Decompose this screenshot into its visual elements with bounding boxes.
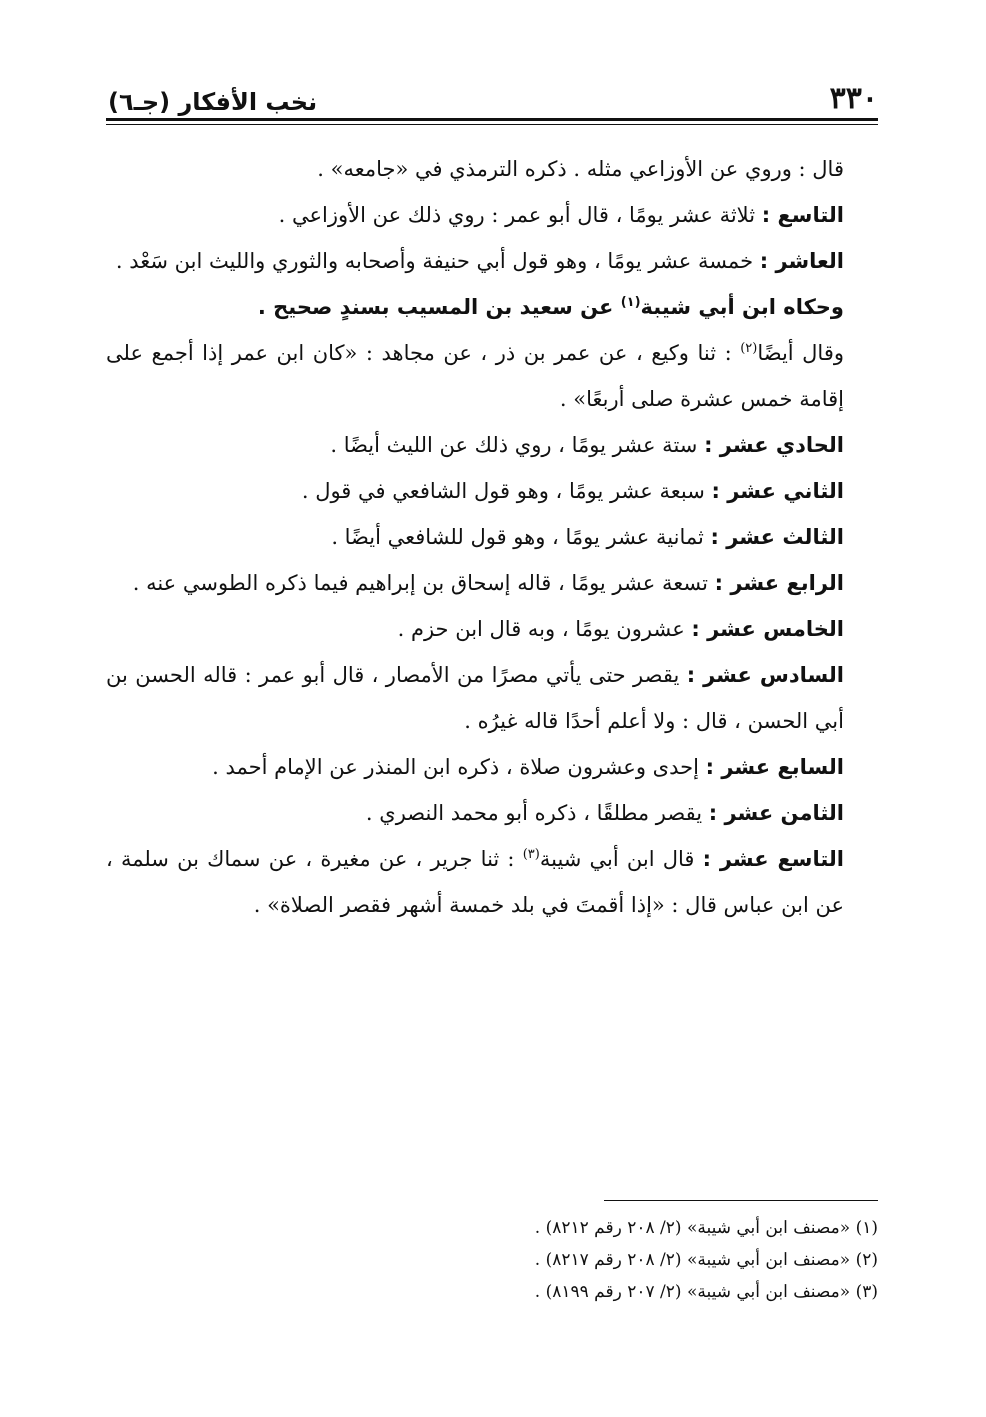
paragraph-text: يقصر حتى يأتي مصرًا من الأمصار ، قال أبو عمر : قاله الحسن بن أبي الحسن ، قال : ولا أعلم أحدًا قاله غيرُه . <box>106 663 844 733</box>
paragraph-1 <box>106 146 844 192</box>
paragraph-text: قال ابن أبي شيبة <box>539 847 695 871</box>
paragraph-11 <box>106 652 844 744</box>
footnote-ref-1[interactable]: (١) <box>620 295 641 310</box>
item-label: السادس عشر : <box>686 663 845 687</box>
paragraph-text: ثلاثة عشر يومًا ، قال أبو عمر : روي ذلك عن الأوزاعي . <box>278 203 756 227</box>
paragraph-text: وحكاه ابن أبي شيبة <box>640 295 844 319</box>
item-label: الخامس عشر : <box>691 617 844 641</box>
item-label: الثاني عشر : <box>711 479 844 503</box>
paragraph-14 <box>106 836 844 928</box>
paragraph-text: قال : وروي عن الأوزاعي مثله . ذكره الترمذي في «جامعه» . <box>317 157 844 181</box>
paragraph-text: يقصر مطلقًا ، ذكره أبو محمد النصري . <box>365 801 703 825</box>
paragraph-text: : ثنا جرير ، عن مغيرة ، عن سماك بن سلمة ، عن ابن عباس قال : «إذا أقمتَ في بلد خمسة أشهر فقصر الصلاة» . <box>106 847 844 917</box>
main-text <box>106 146 844 928</box>
item-label: السابع عشر : <box>705 755 844 779</box>
paragraph-text: ثمانية عشر يومًا ، وهو قول للشافعي أيضًا . <box>331 525 704 549</box>
paragraph-text: ستة عشر يومًا ، روي ذلك عن الليث أيضًا . <box>330 433 698 457</box>
paragraph-7 <box>106 468 844 514</box>
paragraph-text: : ثنا وكيع ، عن عمر بن ذر ، عن مجاهد : «كان ابن عمر إذا أجمع على إقامة خمس عشرة صلى أربعًا» . <box>106 341 844 411</box>
paragraph-13 <box>106 790 844 836</box>
paragraph-text: عن سعيد بن المسيب بسندٍ صحيح . <box>257 295 614 319</box>
paragraph-3 <box>106 238 844 284</box>
paragraph-8 <box>106 514 844 560</box>
footnote-3: (٣) «مصنف ابن أبي شيبة» (٢/ ٢٠٧ رقم ٨١٩٩) . <box>534 1282 878 1302</box>
paragraph-12 <box>106 744 844 790</box>
paragraph-2 <box>106 192 844 238</box>
running-title: نخب الأفكار (جـ٦) <box>108 88 318 116</box>
paragraph-text: وقال أيضًا <box>757 341 845 365</box>
paragraph-text: عشرون يومًا ، وبه قال ابن حزم . <box>397 617 685 641</box>
item-label: الحادي عشر : <box>704 433 844 457</box>
item-label: الثالث عشر : <box>710 525 844 549</box>
paragraph-text: سبعة عشر يومًا ، وهو قول الشافعي في قول . <box>301 479 705 503</box>
footnote-2: (٢) «مصنف ابن أبي شيبة» (٢/ ٢٠٨ رقم ٨٢١٧) . <box>534 1250 878 1270</box>
paragraph-10 <box>106 606 844 652</box>
paragraph-text: تسعة عشر يومًا ، قاله إسحاق بن إبراهيم فيما ذكره الطوسي عنه . <box>132 571 708 595</box>
paragraph-text: إحدى وعشرون صلاة ، ذكره ابن المنذر عن الإمام أحمد . <box>212 755 699 779</box>
paragraph-5 <box>106 330 844 422</box>
footnote-ref-2[interactable]: (٢) <box>740 341 758 356</box>
header-rule-thin <box>106 124 878 125</box>
paragraph-text: خمسة عشر يومًا ، وهو قول أبي حنيفة وأصحابه والثوري والليث ابن سَعْد . <box>115 249 754 273</box>
paragraph-9 <box>106 560 844 606</box>
item-label: العاشر : <box>759 249 844 273</box>
header-rule-thick <box>106 118 878 121</box>
footnote-1: (١) «مصنف ابن أبي شيبة» (٢/ ٢٠٨ رقم ٨٢١٢) . <box>534 1218 878 1238</box>
item-label: التاسع : <box>761 203 844 227</box>
footnote-separator <box>604 1200 878 1201</box>
item-label: الرابع عشر : <box>714 571 844 595</box>
paragraph-4 <box>106 284 844 330</box>
page-number: ٣٣٠ <box>829 81 878 116</box>
page-header <box>108 70 878 116</box>
footnote-ref-3[interactable]: (٣) <box>522 847 540 862</box>
paragraph-6 <box>106 422 844 468</box>
footnotes <box>200 1212 878 1308</box>
item-label: الثامن عشر : <box>708 801 844 825</box>
item-label: التاسع عشر : <box>702 847 844 871</box>
